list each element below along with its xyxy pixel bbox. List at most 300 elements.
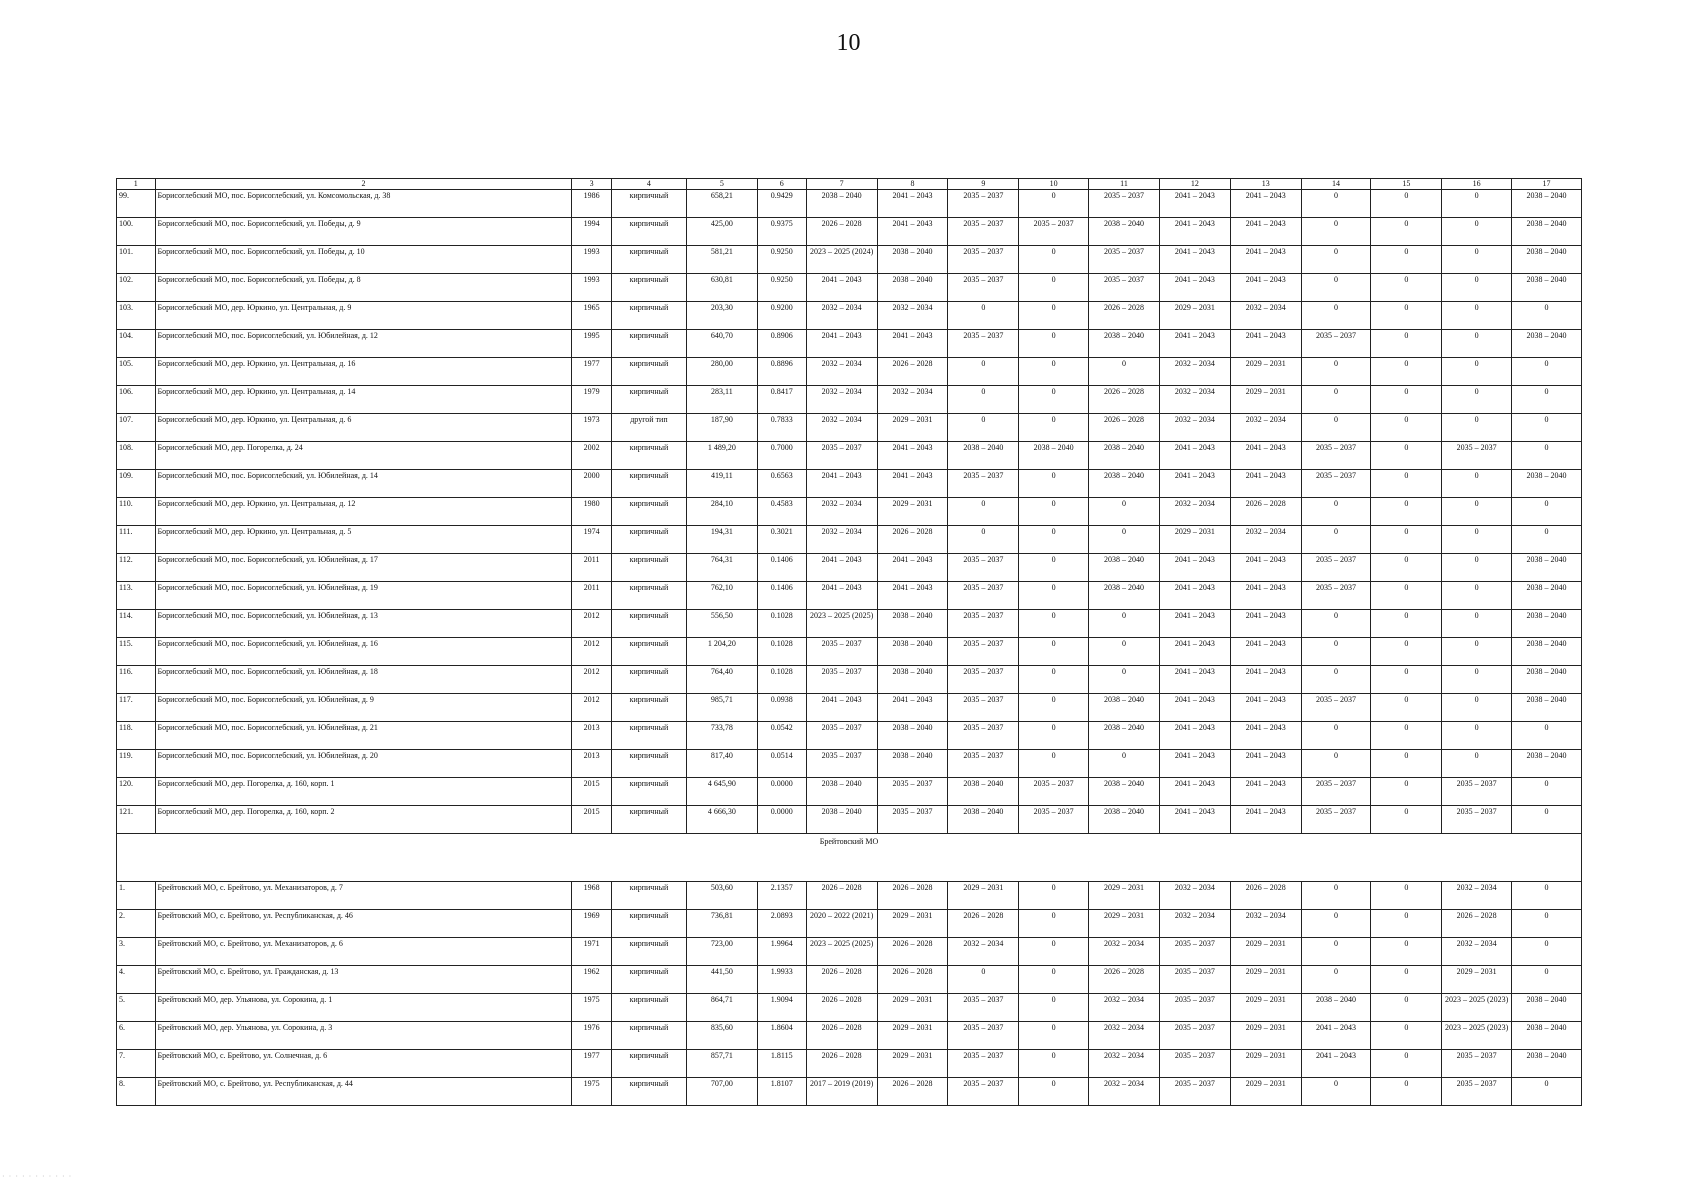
- build-year-cell: 2011: [572, 554, 612, 582]
- table-row: [117, 190, 1582, 218]
- period-cell: 0: [1019, 386, 1089, 414]
- build-year-cell: 2015: [572, 778, 612, 806]
- period-cell: 0: [1301, 386, 1371, 414]
- period-cell: 2026 – 2028: [806, 966, 877, 994]
- period-cell: 2038 – 2040: [1512, 582, 1582, 610]
- wall-material-cell: кирпичный: [611, 1022, 686, 1050]
- area-cell: 283,11: [686, 386, 757, 414]
- wear-coefficient-cell: 2.0893: [757, 910, 806, 938]
- wall-material-cell: кирпичный: [611, 554, 686, 582]
- wall-material-cell: кирпичный: [611, 882, 686, 910]
- period-cell: 0: [1019, 638, 1089, 666]
- period-cell: 2026 – 2028: [1442, 910, 1512, 938]
- period-cell: 2032 – 2034: [1089, 994, 1160, 1022]
- period-cell: 2041 – 2043: [806, 274, 877, 302]
- period-cell: 2035 – 2037: [1089, 190, 1160, 218]
- period-cell: 0: [1019, 246, 1089, 274]
- wall-material-cell: кирпичный: [611, 1078, 686, 1106]
- period-cell: 2032 – 2034: [1089, 1078, 1160, 1106]
- period-cell: 2035 – 2037: [1301, 582, 1371, 610]
- address-cell: Борисоглебский МО, пос. Борисоглебский, ул. Юбилейная, д. 16: [155, 638, 572, 666]
- build-year-cell: 1971: [572, 938, 612, 966]
- period-cell: 0: [1301, 274, 1371, 302]
- row-number-cell: 102.: [117, 274, 156, 302]
- column-number-cell: 9: [948, 179, 1019, 190]
- column-number-cell: 7: [806, 179, 877, 190]
- period-cell: 0: [1512, 778, 1582, 806]
- period-cell: 0: [1371, 750, 1442, 778]
- period-cell: 2038 – 2040: [877, 750, 948, 778]
- wear-coefficient-cell: 0.1028: [757, 638, 806, 666]
- wear-coefficient-cell: 0.3021: [757, 526, 806, 554]
- area-cell: 762,10: [686, 582, 757, 610]
- period-cell: 2026 – 2028: [1230, 498, 1301, 526]
- period-cell: 0: [1442, 386, 1512, 414]
- period-cell: 2035 – 2037: [948, 582, 1019, 610]
- period-cell: 0: [1442, 554, 1512, 582]
- period-cell: 2035 – 2037: [1089, 246, 1160, 274]
- period-cell: 0: [1019, 1050, 1089, 1078]
- period-cell: 0: [1442, 358, 1512, 386]
- area-cell: 4 645,90: [686, 778, 757, 806]
- period-cell: 2041 – 2043: [1159, 218, 1230, 246]
- address-cell: Брейтовский МО, с. Брейтово, ул. Механизаторов, д. 6: [155, 938, 572, 966]
- wall-material-cell: другой тип: [611, 414, 686, 442]
- area-cell: 1 489,20: [686, 442, 757, 470]
- period-cell: 0: [1442, 694, 1512, 722]
- period-cell: 2026 – 2028: [877, 938, 948, 966]
- period-cell: 0: [1301, 526, 1371, 554]
- period-cell: 0: [1301, 302, 1371, 330]
- period-cell: 0: [1512, 722, 1582, 750]
- table-row: [117, 498, 1582, 526]
- period-cell: 2035 – 2037: [948, 666, 1019, 694]
- address-cell: Брейтовский МО, дер. Ульянова, ул. Сорокина, д. 1: [155, 994, 572, 1022]
- period-cell: 2029 – 2031: [1230, 1050, 1301, 1078]
- period-cell: 2032 – 2034: [877, 386, 948, 414]
- period-cell: 0: [1371, 498, 1442, 526]
- column-number-cell: 12: [1159, 179, 1230, 190]
- period-cell: 0: [1301, 638, 1371, 666]
- area-cell: 985,71: [686, 694, 757, 722]
- area-cell: 556,50: [686, 610, 757, 638]
- period-cell: 2041 – 2043: [1159, 582, 1230, 610]
- period-cell: 2041 – 2043: [877, 582, 948, 610]
- table-row: [117, 582, 1582, 610]
- address-cell: Борисоглебский МО, дер. Юркино, ул. Центральная, д. 9: [155, 302, 572, 330]
- table-row: [117, 1022, 1582, 1050]
- build-year-cell: 1975: [572, 1078, 612, 1106]
- period-cell: 2035 – 2037: [1442, 1050, 1512, 1078]
- period-cell: 2038 – 2040: [877, 722, 948, 750]
- wear-coefficient-cell: 0.1406: [757, 582, 806, 610]
- period-cell: 2029 – 2031: [1230, 994, 1301, 1022]
- wall-material-cell: кирпичный: [611, 778, 686, 806]
- period-cell: 2038 – 2040: [1089, 218, 1160, 246]
- area-cell: 280,00: [686, 358, 757, 386]
- period-cell: 2029 – 2031: [1089, 882, 1160, 910]
- wall-material-cell: кирпичный: [611, 806, 686, 834]
- row-number-cell: 120.: [117, 778, 156, 806]
- table-row: [117, 218, 1582, 246]
- period-cell: 2041 – 2043: [877, 190, 948, 218]
- period-cell: 0: [1019, 694, 1089, 722]
- period-cell: 2032 – 2034: [1442, 938, 1512, 966]
- wear-coefficient-cell: 0.7000: [757, 442, 806, 470]
- address-cell: Борисоглебский МО, пос. Борисоглебский, ул. Победы, д. 8: [155, 274, 572, 302]
- area-cell: 640,70: [686, 330, 757, 358]
- period-cell: 2035 – 2037: [1301, 778, 1371, 806]
- table-row: [117, 442, 1582, 470]
- column-number-cell: 5: [686, 179, 757, 190]
- wall-material-cell: кирпичный: [611, 442, 686, 470]
- address-cell: Борисоглебский МО, пос. Борисоглебский, ул. Юбилейная, д. 19: [155, 582, 572, 610]
- period-cell: 0: [1371, 722, 1442, 750]
- table-row: [117, 638, 1582, 666]
- wear-coefficient-cell: 0.0542: [757, 722, 806, 750]
- period-cell: 2026 – 2028: [1230, 882, 1301, 910]
- period-cell: 2041 – 2043: [1230, 750, 1301, 778]
- address-cell: Брейтовский МО, с. Брейтово, ул. Механизаторов, д. 7: [155, 882, 572, 910]
- period-cell: 2038 – 2040: [1019, 442, 1089, 470]
- table-row: [117, 1050, 1582, 1078]
- period-cell: 2041 – 2043: [877, 442, 948, 470]
- period-cell: 2032 – 2034: [806, 526, 877, 554]
- column-number-cell: 1: [117, 179, 156, 190]
- period-cell: 0: [1512, 498, 1582, 526]
- period-cell: 2038 – 2040: [877, 610, 948, 638]
- period-cell: 0: [948, 414, 1019, 442]
- period-cell: 2029 – 2031: [1089, 910, 1160, 938]
- period-cell: 2032 – 2034: [1159, 358, 1230, 386]
- period-cell: 0: [1089, 638, 1160, 666]
- build-year-cell: 1993: [572, 274, 612, 302]
- column-number-cell: 6: [757, 179, 806, 190]
- period-cell: 0: [1089, 750, 1160, 778]
- table-body: [117, 179, 1582, 1106]
- period-cell: 2035 – 2037: [1159, 938, 1230, 966]
- wear-coefficient-cell: 0.9250: [757, 274, 806, 302]
- wear-coefficient-cell: 0.0938: [757, 694, 806, 722]
- period-cell: 2035 – 2037: [948, 1078, 1019, 1106]
- period-cell: 0: [1512, 386, 1582, 414]
- row-number-cell: 116.: [117, 666, 156, 694]
- row-number-cell: 118.: [117, 722, 156, 750]
- period-cell: 2035 – 2037: [1159, 966, 1230, 994]
- table-row: [117, 470, 1582, 498]
- period-cell: 0: [1442, 722, 1512, 750]
- period-cell: 2035 – 2037: [1159, 1078, 1230, 1106]
- table-row: [117, 806, 1582, 834]
- period-cell: 2029 – 2031: [948, 882, 1019, 910]
- column-number-cell: 15: [1371, 179, 1442, 190]
- period-cell: 0: [1371, 470, 1442, 498]
- period-cell: 2038 – 2040: [1089, 582, 1160, 610]
- period-cell: 0: [1371, 218, 1442, 246]
- build-year-cell: 1979: [572, 386, 612, 414]
- period-cell: 2032 – 2034: [1159, 882, 1230, 910]
- table-row: [117, 694, 1582, 722]
- wear-coefficient-cell: 0.9250: [757, 246, 806, 274]
- period-cell: 0: [1019, 582, 1089, 610]
- period-cell: 2020 – 2022 (2021): [806, 910, 877, 938]
- area-cell: 187,90: [686, 414, 757, 442]
- area-cell: 581,21: [686, 246, 757, 274]
- area-cell: 425,00: [686, 218, 757, 246]
- table-row: [117, 778, 1582, 806]
- period-cell: 0: [1371, 806, 1442, 834]
- table-row: [117, 246, 1582, 274]
- period-cell: 2023 – 2025 (2023): [1442, 994, 1512, 1022]
- wear-coefficient-cell: 0.0000: [757, 778, 806, 806]
- build-year-cell: 1968: [572, 882, 612, 910]
- row-number-cell: 5.: [117, 994, 156, 1022]
- build-year-cell: 1994: [572, 218, 612, 246]
- period-cell: 2038 – 2040: [1512, 470, 1582, 498]
- period-cell: 2041 – 2043: [1230, 722, 1301, 750]
- period-cell: 0: [1019, 938, 1089, 966]
- period-cell: 2038 – 2040: [1089, 470, 1160, 498]
- table-row: [117, 666, 1582, 694]
- address-cell: Борисоглебский МО, пос. Борисоглебский, ул. Юбилейная, д. 20: [155, 750, 572, 778]
- period-cell: 2035 – 2037: [806, 666, 877, 694]
- period-cell: 2038 – 2040: [1512, 246, 1582, 274]
- period-cell: 0: [1512, 358, 1582, 386]
- period-cell: 0: [1512, 910, 1582, 938]
- table-row: [117, 882, 1582, 910]
- address-cell: Борисоглебский МО, пос. Борисоглебский, ул. Юбилейная, д. 14: [155, 470, 572, 498]
- period-cell: 2029 – 2031: [1159, 302, 1230, 330]
- table-row: [117, 750, 1582, 778]
- row-number-cell: 4.: [117, 966, 156, 994]
- period-cell: 2038 – 2040: [1512, 190, 1582, 218]
- area-cell: 441,50: [686, 966, 757, 994]
- period-cell: 2041 – 2043: [1159, 806, 1230, 834]
- period-cell: 2032 – 2034: [1089, 1022, 1160, 1050]
- period-cell: 2041 – 2043: [877, 554, 948, 582]
- build-year-cell: 1973: [572, 414, 612, 442]
- period-cell: 2035 – 2037: [948, 722, 1019, 750]
- period-cell: 2041 – 2043: [806, 554, 877, 582]
- column-number-cell: 4: [611, 179, 686, 190]
- table-row: [117, 302, 1582, 330]
- period-cell: 2041 – 2043: [877, 470, 948, 498]
- wall-material-cell: кирпичный: [611, 498, 686, 526]
- period-cell: 2038 – 2040: [1089, 694, 1160, 722]
- period-cell: 2029 – 2031: [1230, 1078, 1301, 1106]
- period-cell: 0: [1089, 498, 1160, 526]
- table-row: [117, 386, 1582, 414]
- period-cell: 2038 – 2040: [1089, 442, 1160, 470]
- period-cell: 0: [1371, 386, 1442, 414]
- wear-coefficient-cell: 0.6563: [757, 470, 806, 498]
- build-year-cell: 1969: [572, 910, 612, 938]
- period-cell: 2041 – 2043: [1159, 470, 1230, 498]
- area-cell: 707,00: [686, 1078, 757, 1106]
- period-cell: 0: [1442, 414, 1512, 442]
- wall-material-cell: кирпичный: [611, 190, 686, 218]
- area-cell: 284,10: [686, 498, 757, 526]
- period-cell: 2035 – 2037: [948, 694, 1019, 722]
- period-cell: 0: [1371, 994, 1442, 1022]
- period-cell: 0: [1301, 246, 1371, 274]
- table-row: [117, 358, 1582, 386]
- wear-coefficient-cell: 0.9429: [757, 190, 806, 218]
- period-cell: 0: [1019, 414, 1089, 442]
- build-year-cell: 2012: [572, 666, 612, 694]
- period-cell: 0: [1512, 442, 1582, 470]
- period-cell: 0: [1371, 582, 1442, 610]
- table-row: [117, 966, 1582, 994]
- period-cell: 2038 – 2040: [948, 778, 1019, 806]
- period-cell: 2038 – 2040: [1512, 666, 1582, 694]
- row-number-cell: 107.: [117, 414, 156, 442]
- period-cell: 0: [1371, 610, 1442, 638]
- period-cell: 2035 – 2037: [948, 610, 1019, 638]
- period-cell: 2035 – 2037: [1159, 1022, 1230, 1050]
- period-cell: 0: [1019, 750, 1089, 778]
- wear-coefficient-cell: 0.7833: [757, 414, 806, 442]
- period-cell: 2041 – 2043: [1230, 666, 1301, 694]
- period-cell: 2026 – 2028: [1089, 386, 1160, 414]
- address-cell: Борисоглебский МО, дер. Погорелка, д. 160, корп. 2: [155, 806, 572, 834]
- wear-coefficient-cell: 0.9200: [757, 302, 806, 330]
- period-cell: 2035 – 2037: [806, 722, 877, 750]
- period-cell: 2029 – 2031: [877, 414, 948, 442]
- wear-coefficient-cell: 1.8115: [757, 1050, 806, 1078]
- row-number-cell: 105.: [117, 358, 156, 386]
- period-cell: 0: [1442, 218, 1512, 246]
- wear-coefficient-cell: 1.9094: [757, 994, 806, 1022]
- period-cell: 2041 – 2043: [877, 330, 948, 358]
- area-cell: 857,71: [686, 1050, 757, 1078]
- period-cell: 0: [1019, 302, 1089, 330]
- period-cell: 2035 – 2037: [1159, 1050, 1230, 1078]
- period-cell: 2038 – 2040: [1089, 330, 1160, 358]
- period-cell: 2035 – 2037: [948, 274, 1019, 302]
- address-cell: Борисоглебский МО, пос. Борисоглебский, ул. Победы, д. 10: [155, 246, 572, 274]
- period-cell: 0: [1371, 938, 1442, 966]
- build-year-cell: 2012: [572, 694, 612, 722]
- capital-repair-table-wrap: [116, 178, 1582, 1106]
- period-cell: 0: [1019, 610, 1089, 638]
- period-cell: 2038 – 2040: [1512, 750, 1582, 778]
- wear-coefficient-cell: 1.9964: [757, 938, 806, 966]
- period-cell: 0: [1019, 966, 1089, 994]
- period-cell: 2038 – 2040: [1512, 694, 1582, 722]
- period-cell: 0: [1371, 882, 1442, 910]
- period-cell: 2029 – 2031: [1230, 938, 1301, 966]
- build-year-cell: 2011: [572, 582, 612, 610]
- address-cell: Брейтовский МО, с. Брейтово, ул. Республиканская, д. 46: [155, 910, 572, 938]
- period-cell: 2035 – 2037: [1442, 442, 1512, 470]
- period-cell: 0: [1371, 554, 1442, 582]
- wall-material-cell: кирпичный: [611, 274, 686, 302]
- period-cell: 2041 – 2043: [1159, 246, 1230, 274]
- period-cell: 2032 – 2034: [1230, 302, 1301, 330]
- period-cell: 0: [1089, 610, 1160, 638]
- period-cell: 2032 – 2034: [877, 302, 948, 330]
- period-cell: 0: [1019, 1078, 1089, 1106]
- build-year-cell: 2012: [572, 638, 612, 666]
- table-row: [117, 330, 1582, 358]
- build-year-cell: 2013: [572, 722, 612, 750]
- address-cell: Борисоглебский МО, дер. Юркино, ул. Центральная, д. 14: [155, 386, 572, 414]
- period-cell: 2041 – 2043: [1159, 694, 1230, 722]
- wall-material-cell: кирпичный: [611, 302, 686, 330]
- table-row: [117, 554, 1582, 582]
- period-cell: 0: [1371, 694, 1442, 722]
- table-row: [117, 526, 1582, 554]
- period-cell: 2032 – 2034: [1159, 498, 1230, 526]
- period-cell: 2038 – 2040: [877, 666, 948, 694]
- period-cell: 2029 – 2031: [1442, 966, 1512, 994]
- period-cell: 0: [948, 302, 1019, 330]
- area-cell: 194,31: [686, 526, 757, 554]
- row-number-cell: 110.: [117, 498, 156, 526]
- table-row: [117, 1078, 1582, 1106]
- column-number-row: [117, 179, 1582, 190]
- period-cell: 0: [1301, 1078, 1371, 1106]
- wear-coefficient-cell: 1.8107: [757, 1078, 806, 1106]
- period-cell: 2041 – 2043: [1230, 442, 1301, 470]
- period-cell: 2026 – 2028: [806, 218, 877, 246]
- wall-material-cell: кирпичный: [611, 470, 686, 498]
- period-cell: 2041 – 2043: [1301, 1050, 1371, 1078]
- wall-material-cell: кирпичный: [611, 694, 686, 722]
- wall-material-cell: кирпичный: [611, 1050, 686, 1078]
- period-cell: 0: [948, 386, 1019, 414]
- period-cell: 2038 – 2040: [1089, 778, 1160, 806]
- period-cell: 2041 – 2043: [1230, 694, 1301, 722]
- table-row: [117, 994, 1582, 1022]
- period-cell: 0: [1371, 1078, 1442, 1106]
- row-number-cell: 1.: [117, 882, 156, 910]
- period-cell: 2038 – 2040: [1512, 994, 1582, 1022]
- wall-material-cell: кирпичный: [611, 666, 686, 694]
- period-cell: 2041 – 2043: [1159, 750, 1230, 778]
- build-year-cell: 2013: [572, 750, 612, 778]
- section-row: [117, 834, 1582, 882]
- period-cell: 2023 – 2025 (2023): [1442, 1022, 1512, 1050]
- period-cell: 2026 – 2028: [877, 882, 948, 910]
- period-cell: 0: [948, 526, 1019, 554]
- period-cell: 2032 – 2034: [1159, 414, 1230, 442]
- period-cell: 2035 – 2037: [948, 190, 1019, 218]
- period-cell: 2032 – 2034: [1230, 910, 1301, 938]
- period-cell: 2038 – 2040: [877, 246, 948, 274]
- period-cell: 0: [1301, 610, 1371, 638]
- row-number-cell: 101.: [117, 246, 156, 274]
- period-cell: 2041 – 2043: [1230, 778, 1301, 806]
- period-cell: 2035 – 2037: [1301, 442, 1371, 470]
- build-year-cell: 1980: [572, 498, 612, 526]
- period-cell: 2035 – 2037: [1301, 470, 1371, 498]
- wall-material-cell: кирпичный: [611, 966, 686, 994]
- address-cell: Борисоглебский МО, дер. Погорелка, д. 160, корп. 1: [155, 778, 572, 806]
- period-cell: 0: [1442, 582, 1512, 610]
- period-cell: 2038 – 2040: [1512, 1050, 1582, 1078]
- address-cell: Борисоглебский МО, дер. Юркино, ул. Центральная, д. 6: [155, 414, 572, 442]
- period-cell: 0: [1019, 1022, 1089, 1050]
- period-cell: 2032 – 2034: [1089, 938, 1160, 966]
- period-cell: 2035 – 2037: [1301, 694, 1371, 722]
- period-cell: 2032 – 2034: [806, 358, 877, 386]
- period-cell: 2035 – 2037: [1442, 778, 1512, 806]
- period-cell: 0: [1089, 358, 1160, 386]
- period-cell: 0: [1301, 414, 1371, 442]
- period-cell: 2023 – 2025 (2025): [806, 610, 877, 638]
